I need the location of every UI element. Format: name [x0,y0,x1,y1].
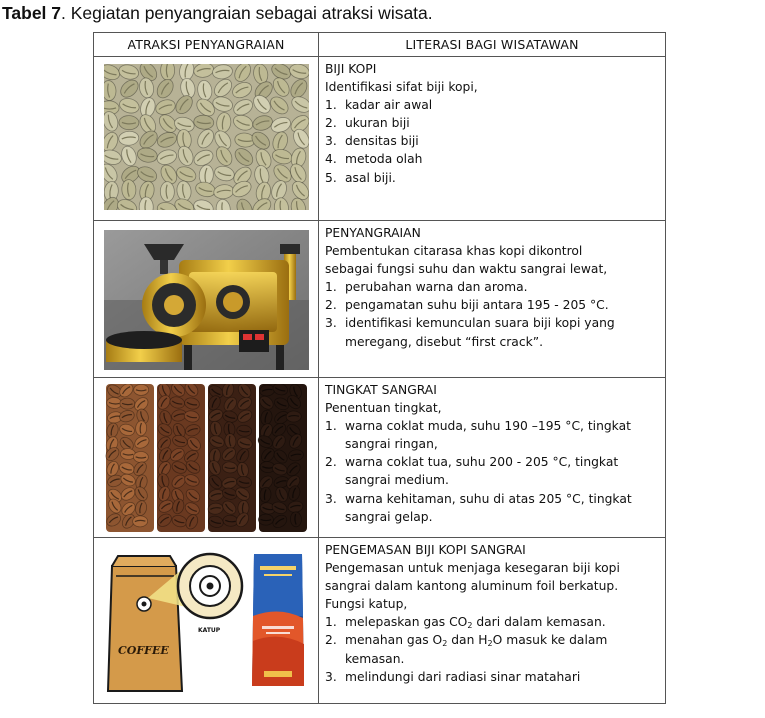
row-title: TINGKAT SANGRAI [325,383,437,397]
coffee-roaster-machine-photo [104,230,309,370]
roast-level-beans-photo [104,384,309,532]
table-row [94,221,666,378]
row-intro: Fungsi katup, [325,597,408,612]
list-item: 3. melindungi dari radiasi sinar matahari [325,669,581,684]
row-intro: Pembentukan citarasa khas kopi dikontrol [325,244,583,259]
list-item: 1. warna coklat muda, suhu 190 –195 °C, tingkat sangrai ringan, [325,419,631,452]
header-literacy: LITERASI BAGI WISATAWAN [319,33,666,57]
list-item: 4. metoda olah [325,152,423,167]
list-item: 2. warna coklat tua, suhu 200 - 205 °C, tingkat sangrai medium. [325,455,619,488]
list-item: 3. identifikasi kemunculan suara biji kopi yang meregang, disebut “first crack”. [325,316,615,349]
item-list [325,96,661,186]
list-item: 3. densitas biji [325,134,419,149]
list-item: 2. pengamatan suhu biji antara 195 - 205 °C. [325,298,609,313]
item-list [325,613,661,685]
row-title: BIJI KOPI [325,62,377,76]
list-item: 1. melepaskan gas $CO_2$ dari dalam kemasan. [325,615,606,631]
image-cell [94,378,319,538]
row-intro: sebagai fungsi suhu dan waktu sangrai lewat, [325,262,608,277]
literacy-cell [319,221,666,378]
image-cell [94,538,319,704]
roasting-table [93,32,666,704]
item-list [325,417,661,526]
row-title: PENYANGRAIAN [325,226,421,240]
list-item: 3. warna kehitaman, suhu di atas 205 °C, tingkat sangrai gelap. [325,491,632,524]
table-row [94,378,666,538]
table-header-row [94,33,666,57]
row-intro: sangrai dalam kantong aluminum foil berkatup. [325,579,619,594]
list-item: 2. ukuran biji [325,116,410,131]
image-cell [94,221,319,378]
list-item: 2. menahan gas $O_2$ dan $H_2O$ masuk ke dalam kemasan. [325,633,608,666]
list-item: 1. kadar air awal [325,98,433,113]
row-intro: Penentuan tingkat, [325,401,442,416]
table-row [94,538,666,704]
caption-label: Tabel 7 [2,3,62,23]
header-attraction: ATRAKSI PENYANGRAIAN [94,33,319,57]
list-item: 5. asal biji. [325,170,396,185]
valve-label: KATUP [197,627,220,634]
coffee-packaging-illustration [104,546,309,696]
caption-text: . Kegiatan penyangraian sebagai atraksi wisata. [61,3,433,23]
row-title: PENGEMASAN BIJI KOPI SANGRAI [325,543,526,557]
list-item: 1. perubahan warna dan aroma. [325,280,528,295]
table-row [94,57,666,221]
row-intro: Identifikasi sifat biji kopi, [325,80,478,95]
image-cell [94,57,319,221]
literacy-cell [319,538,666,704]
table-caption [2,3,433,24]
item-list [325,278,661,350]
green-coffee-beans-photo [104,64,309,210]
bag-label: COFFEE [117,644,169,657]
literacy-cell [319,57,666,221]
literacy-cell [319,378,666,538]
row-intro: Pengemasan untuk menjaga kesegaran biji kopi [325,561,620,576]
